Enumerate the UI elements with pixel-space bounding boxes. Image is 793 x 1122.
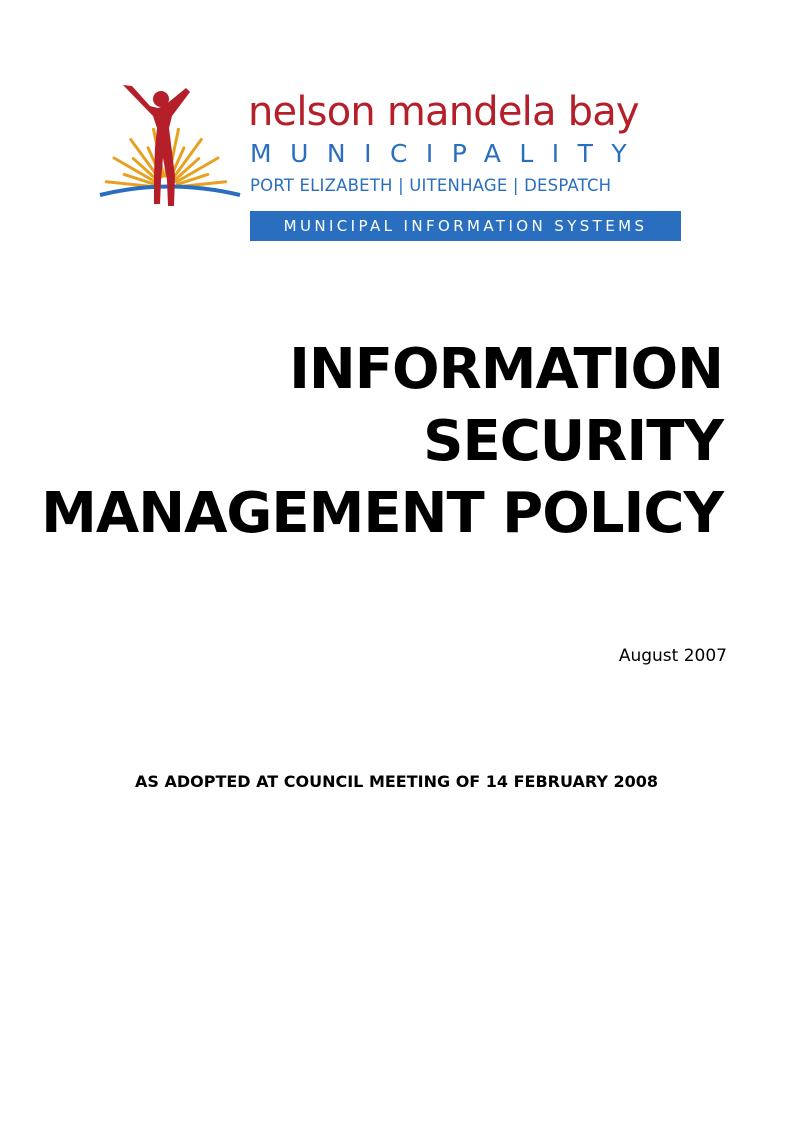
logo-mis-band: MUNICIPAL INFORMATION SYSTEMS — [250, 211, 681, 241]
document-date: August 2007 — [618, 646, 727, 666]
title-line-3: MANAGEMENT POLICY — [41, 481, 723, 546]
municipality-logo — [98, 80, 688, 245]
logo-towns-text: PORT ELIZABETH | UITENHAGE | DESPATCH — [250, 176, 612, 195]
logo-name-text: nelson mandela bay — [248, 89, 639, 135]
adoption-note: AS ADOPTED AT COUNCIL MEETING OF 14 FEBRUARY 2008 — [134, 772, 659, 791]
logo-municipality-text: MUNICIPALITY — [250, 139, 646, 168]
title-line-2: SECURITY — [423, 409, 723, 474]
document-title — [23, 334, 723, 550]
figure-sunburst-logo-icon — [98, 80, 243, 212]
title-line-1: INFORMATION — [289, 337, 723, 402]
